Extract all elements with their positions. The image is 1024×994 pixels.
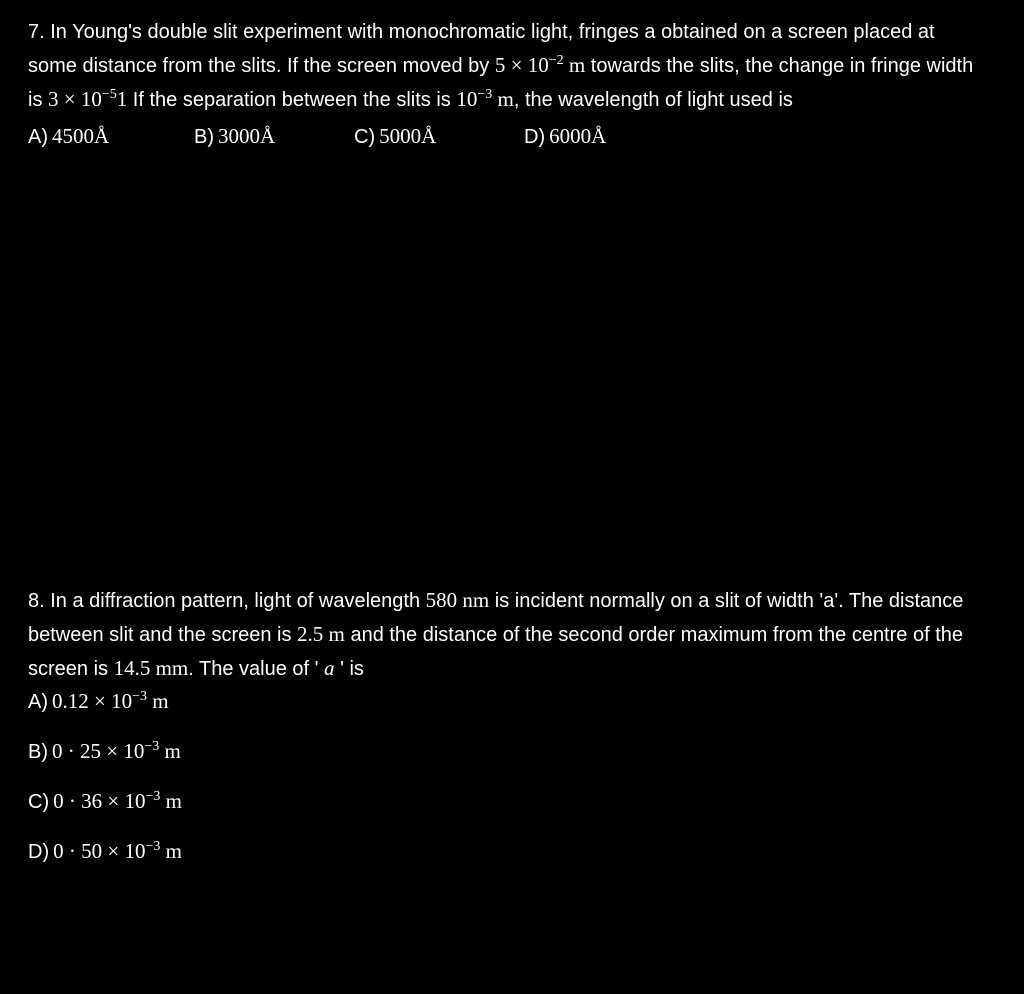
question-8-stem xyxy=(28,584,988,686)
question-7-options xyxy=(28,121,988,152)
question-7 xyxy=(28,16,988,152)
stem-text: . The value of ' xyxy=(188,658,325,680)
math-expression: 580 nm xyxy=(425,588,490,612)
math-expression: a xyxy=(324,656,335,680)
option-c[interactable]: C) 5000Å xyxy=(354,124,437,148)
stem-text: 7. In Young's double slit experiment with monochromatic light, fringes a obtained on a screen placed at some distance from the slits. If the screen moved by xyxy=(28,21,935,77)
question-8-options xyxy=(28,686,988,886)
stem-text: towards the slits, the change in fringe width is xyxy=(28,55,974,111)
math-expression: 2.5 m xyxy=(297,622,345,646)
option-c[interactable]: C) $0 \cdot 36 \times 10^{-3}$ m xyxy=(28,789,182,813)
math-expression: $10^{-3}$ m xyxy=(456,87,514,111)
option-a[interactable]: A) 4500Å xyxy=(28,124,110,148)
option-a[interactable]: A) $0.12 \times 10^{-3}$ m xyxy=(28,689,169,713)
math-expression: $3 \times 10^{-5}1$ xyxy=(48,87,128,111)
stem-text: If the separation between the slits is xyxy=(127,89,457,111)
question-8 xyxy=(28,584,988,886)
option-b[interactable]: B) $0 \cdot 25 \times 10^{-3}$ m xyxy=(28,739,181,763)
question-7-stem xyxy=(28,16,988,117)
stem-text: , the wavelength of light used is xyxy=(513,89,793,111)
option-d[interactable]: D) $0 \cdot 50 \times 10^{-3}$ m xyxy=(28,839,182,863)
option-b[interactable]: B) 3000Å xyxy=(194,124,276,148)
stem-text: ' is xyxy=(334,658,364,680)
option-d[interactable]: D) 6000Å xyxy=(524,124,607,148)
stem-text: is incident normally on a slit of width 'a'. The distance between slit and the screen is xyxy=(28,590,964,646)
stem-text: and the distance of the second order maximum from the centre of the screen is xyxy=(28,624,963,680)
math-expression: $5 \times 10^{-2}$ m xyxy=(494,53,586,77)
stem-text: 8. In a diffraction pattern, light of wavelength xyxy=(28,590,426,612)
math-expression: 14.5 mm xyxy=(113,656,189,680)
